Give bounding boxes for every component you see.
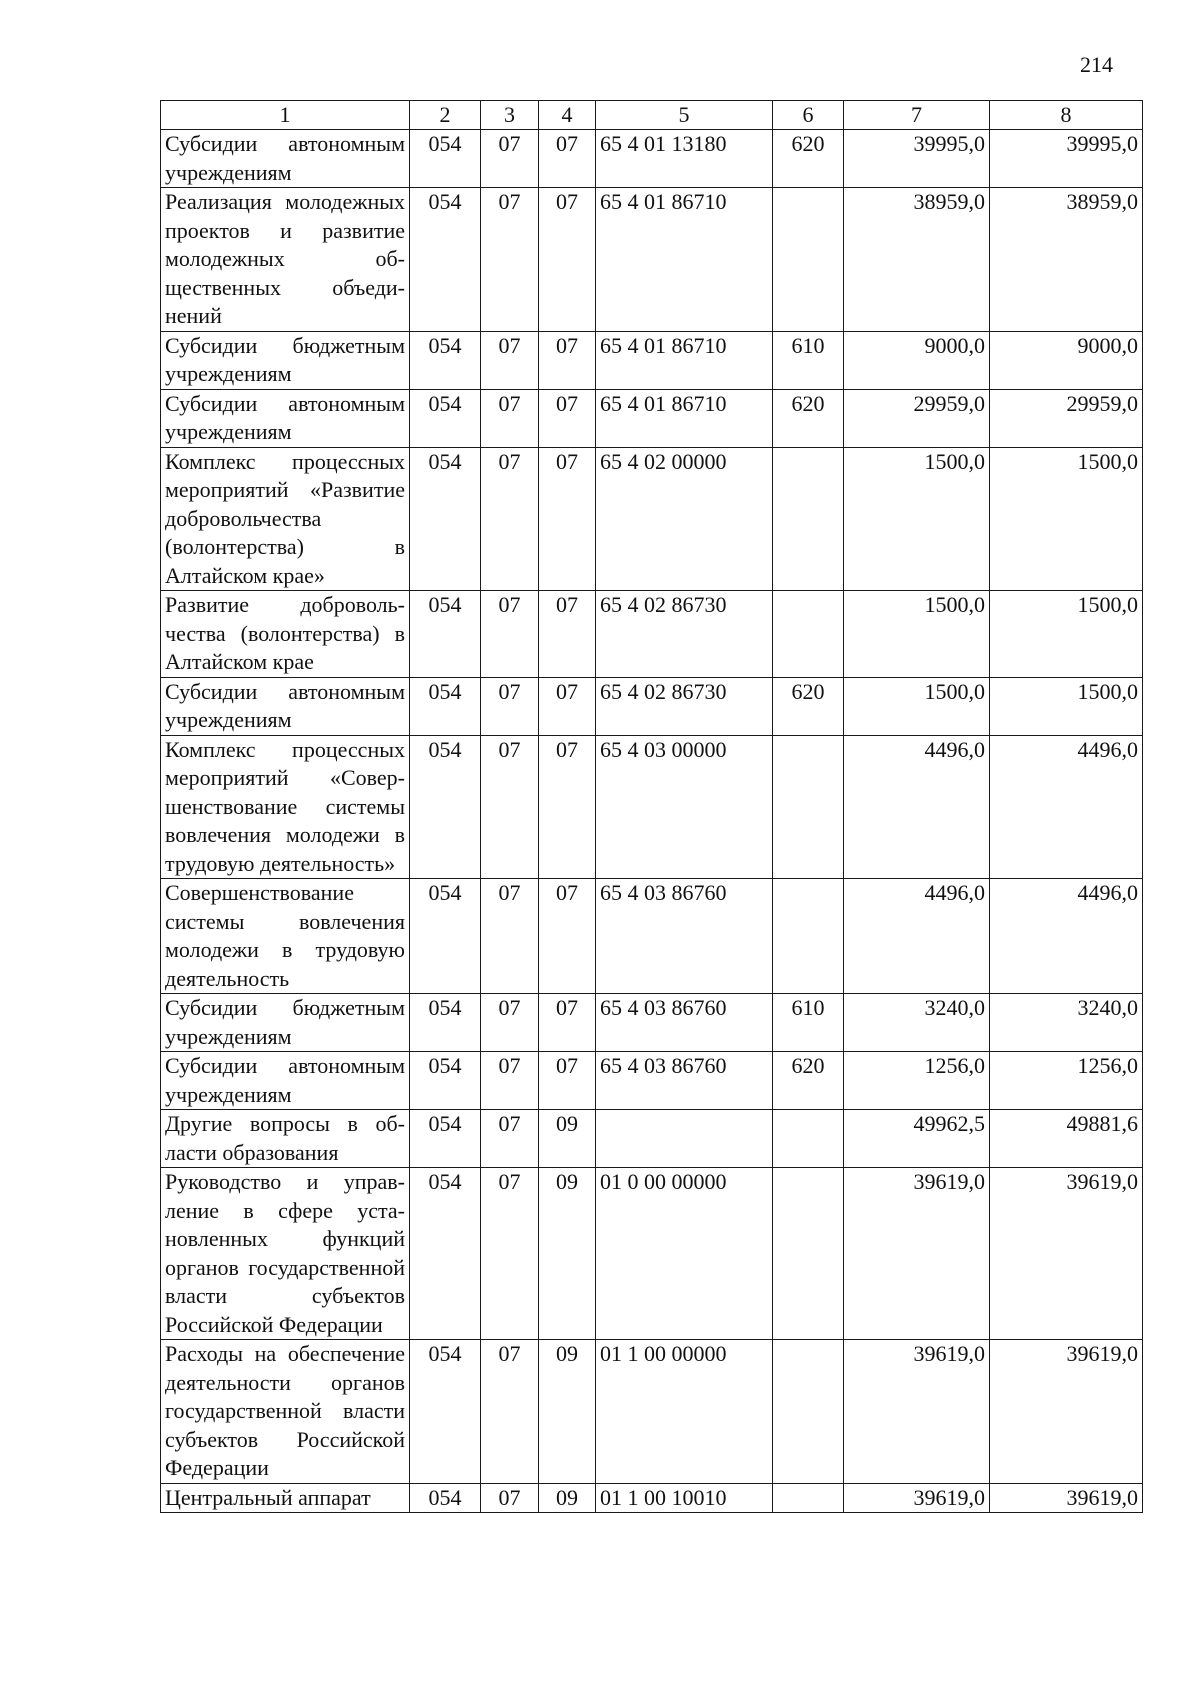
amount-col7: 1500,0 — [844, 447, 990, 591]
table-row — [161, 735, 1143, 879]
table-row — [161, 1052, 1143, 1110]
target-article-code: 65 4 01 86710 — [596, 331, 773, 389]
column-header-4: 4 — [539, 101, 596, 130]
amount-col7: 39995,0 — [844, 130, 990, 188]
subsection-code: 09 — [539, 1483, 596, 1513]
column-header-5: 5 — [596, 101, 773, 130]
ministry-code: 054 — [410, 591, 481, 678]
expense-type-code — [773, 1483, 844, 1513]
expense-name: Комплекс процессных мероприятий «Совершенствование системы вовлечения молодежи в трудовую деятельность» — [161, 735, 410, 879]
section-code: 07 — [481, 677, 539, 735]
section-code: 07 — [481, 879, 539, 994]
section-code: 07 — [481, 389, 539, 447]
subsection-code: 07 — [539, 389, 596, 447]
target-article-code: 65 4 01 13180 — [596, 130, 773, 188]
amount-col8: 1500,0 — [990, 447, 1143, 591]
table-row — [161, 1483, 1143, 1513]
target-article-code: 65 4 03 86760 — [596, 879, 773, 994]
amount-col7: 4496,0 — [844, 879, 990, 994]
amount-col8: 1256,0 — [990, 1052, 1143, 1110]
expense-name: Субсидии автономным учреждениям — [161, 389, 410, 447]
subsection-code: 09 — [539, 1110, 596, 1168]
amount-col7: 49962,5 — [844, 1110, 990, 1168]
subsection-code: 07 — [539, 591, 596, 678]
section-code: 07 — [481, 1052, 539, 1110]
target-article-code: 01 1 00 10010 — [596, 1483, 773, 1513]
amount-col8: 4496,0 — [990, 879, 1143, 994]
ministry-code: 054 — [410, 677, 481, 735]
section-code: 07 — [481, 735, 539, 879]
header-row — [161, 101, 1143, 130]
amount-col8: 39619,0 — [990, 1340, 1143, 1484]
table-row — [161, 879, 1143, 994]
target-article-code: 65 4 01 86710 — [596, 389, 773, 447]
amount-col7: 1256,0 — [844, 1052, 990, 1110]
amount-col8: 39619,0 — [990, 1483, 1143, 1513]
column-header-7: 7 — [844, 101, 990, 130]
amount-col8: 1500,0 — [990, 677, 1143, 735]
expense-name: Субсидии бюджетным учреждениям — [161, 994, 410, 1052]
expense-name: Субсидии бюджетным учреждениям — [161, 331, 410, 389]
subsection-code: 07 — [539, 188, 596, 332]
budget-table — [160, 100, 1143, 1513]
expense-name: Расходы на обеспечение деятельности органов государственной власти субъектов Российской Федерации — [161, 1340, 410, 1484]
ministry-code: 054 — [410, 1110, 481, 1168]
ministry-code: 054 — [410, 447, 481, 591]
target-article-code: 65 4 03 00000 — [596, 735, 773, 879]
amount-col7: 3240,0 — [844, 994, 990, 1052]
amount-col8: 3240,0 — [990, 994, 1143, 1052]
table-row — [161, 1340, 1143, 1484]
section-code: 07 — [481, 591, 539, 678]
table-row — [161, 994, 1143, 1052]
expense-type-code — [773, 447, 844, 591]
amount-col8: 1500,0 — [990, 591, 1143, 678]
ministry-code: 054 — [410, 188, 481, 332]
table-row — [161, 677, 1143, 735]
expense-type-code: 620 — [773, 1052, 844, 1110]
amount-col8: 38959,0 — [990, 188, 1143, 332]
table-row — [161, 1168, 1143, 1340]
expense-name: Субсидии автономным учреждениям — [161, 1052, 410, 1110]
expense-name: Комплекс процессных мероприятий «Развитие добровольчества (волонтерства) в Алтайском крае» — [161, 447, 410, 591]
subsection-code: 07 — [539, 994, 596, 1052]
section-code: 07 — [481, 1168, 539, 1340]
expense-type-code: 610 — [773, 331, 844, 389]
amount-col8: 9000,0 — [990, 331, 1143, 389]
column-header-1: 1 — [161, 101, 410, 130]
expense-type-code — [773, 1340, 844, 1484]
expense-name: Субсидии автономным учреждениям — [161, 130, 410, 188]
page-number: 214 — [1080, 52, 1113, 77]
section-code: 07 — [481, 1483, 539, 1513]
target-article-code: 65 4 02 00000 — [596, 447, 773, 591]
amount-col7: 38959,0 — [844, 188, 990, 332]
expense-name: Развитие добровольчества (волонтерства) в Алтайском крае — [161, 591, 410, 678]
ministry-code: 054 — [410, 879, 481, 994]
table-row — [161, 188, 1143, 332]
expense-name: Совершенствование системы вовлечения молодежи в трудовую деятельность — [161, 879, 410, 994]
section-code: 07 — [481, 994, 539, 1052]
target-article-code — [596, 1110, 773, 1168]
ministry-code: 054 — [410, 1052, 481, 1110]
subsection-code: 09 — [539, 1340, 596, 1484]
subsection-code: 07 — [539, 130, 596, 188]
amount-col7: 39619,0 — [844, 1168, 990, 1340]
table-row — [161, 389, 1143, 447]
target-article-code: 01 1 00 00000 — [596, 1340, 773, 1484]
table-row — [161, 1110, 1143, 1168]
ministry-code: 054 — [410, 130, 481, 188]
amount-col8: 29959,0 — [990, 389, 1143, 447]
expense-name: Центральный аппарат — [161, 1483, 410, 1513]
amount-col7: 9000,0 — [844, 331, 990, 389]
subsection-code: 07 — [539, 879, 596, 994]
ministry-code: 054 — [410, 1483, 481, 1513]
expense-name: Руководство и управление в сфере установленных функций органов государственной власти субъектов Российской Федерации — [161, 1168, 410, 1340]
subsection-code: 09 — [539, 1168, 596, 1340]
subsection-code: 07 — [539, 331, 596, 389]
amount-col8: 39995,0 — [990, 130, 1143, 188]
section-code: 07 — [481, 1110, 539, 1168]
expense-type-code: 620 — [773, 677, 844, 735]
table-row — [161, 331, 1143, 389]
target-article-code: 65 4 03 86760 — [596, 994, 773, 1052]
subsection-code: 07 — [539, 735, 596, 879]
amount-col8: 39619,0 — [990, 1168, 1143, 1340]
section-code: 07 — [481, 447, 539, 591]
target-article-code: 65 4 01 86710 — [596, 188, 773, 332]
amount-col7: 1500,0 — [844, 677, 990, 735]
expense-name: Другие вопросы в области образования — [161, 1110, 410, 1168]
ministry-code: 054 — [410, 1340, 481, 1484]
amount-col7: 29959,0 — [844, 389, 990, 447]
amount-col8: 4496,0 — [990, 735, 1143, 879]
expense-type-code: 610 — [773, 994, 844, 1052]
subsection-code: 07 — [539, 1052, 596, 1110]
amount-col7: 4496,0 — [844, 735, 990, 879]
amount-col7: 39619,0 — [844, 1483, 990, 1513]
column-header-3: 3 — [481, 101, 539, 130]
table-body — [161, 130, 1143, 1513]
ministry-code: 054 — [410, 994, 481, 1052]
ministry-code: 054 — [410, 1168, 481, 1340]
expense-type-code — [773, 591, 844, 678]
section-code: 07 — [481, 1340, 539, 1484]
column-header-8: 8 — [990, 101, 1143, 130]
section-code: 07 — [481, 188, 539, 332]
target-article-code: 65 4 02 86730 — [596, 677, 773, 735]
expense-type-code — [773, 735, 844, 879]
section-code: 07 — [481, 130, 539, 188]
expense-type-code — [773, 1110, 844, 1168]
expense-name: Субсидии автономным учреждениям — [161, 677, 410, 735]
amount-col8: 49881,6 — [990, 1110, 1143, 1168]
ministry-code: 054 — [410, 331, 481, 389]
column-header-2: 2 — [410, 101, 481, 130]
target-article-code: 01 0 00 00000 — [596, 1168, 773, 1340]
expense-type-code — [773, 1168, 844, 1340]
column-header-6: 6 — [773, 101, 844, 130]
subsection-code: 07 — [539, 447, 596, 591]
table-row — [161, 447, 1143, 591]
amount-col7: 39619,0 — [844, 1340, 990, 1484]
ministry-code: 054 — [410, 735, 481, 879]
expense-name: Реализация молодежных проектов и развитие молодежных общественных объединений — [161, 188, 410, 332]
expense-type-code — [773, 879, 844, 994]
subsection-code: 07 — [539, 677, 596, 735]
table-row — [161, 130, 1143, 188]
expense-type-code: 620 — [773, 389, 844, 447]
target-article-code: 65 4 03 86760 — [596, 1052, 773, 1110]
expense-type-code: 620 — [773, 130, 844, 188]
ministry-code: 054 — [410, 389, 481, 447]
target-article-code: 65 4 02 86730 — [596, 591, 773, 678]
expense-type-code — [773, 188, 844, 332]
amount-col7: 1500,0 — [844, 591, 990, 678]
section-code: 07 — [481, 331, 539, 389]
table-row — [161, 591, 1143, 678]
